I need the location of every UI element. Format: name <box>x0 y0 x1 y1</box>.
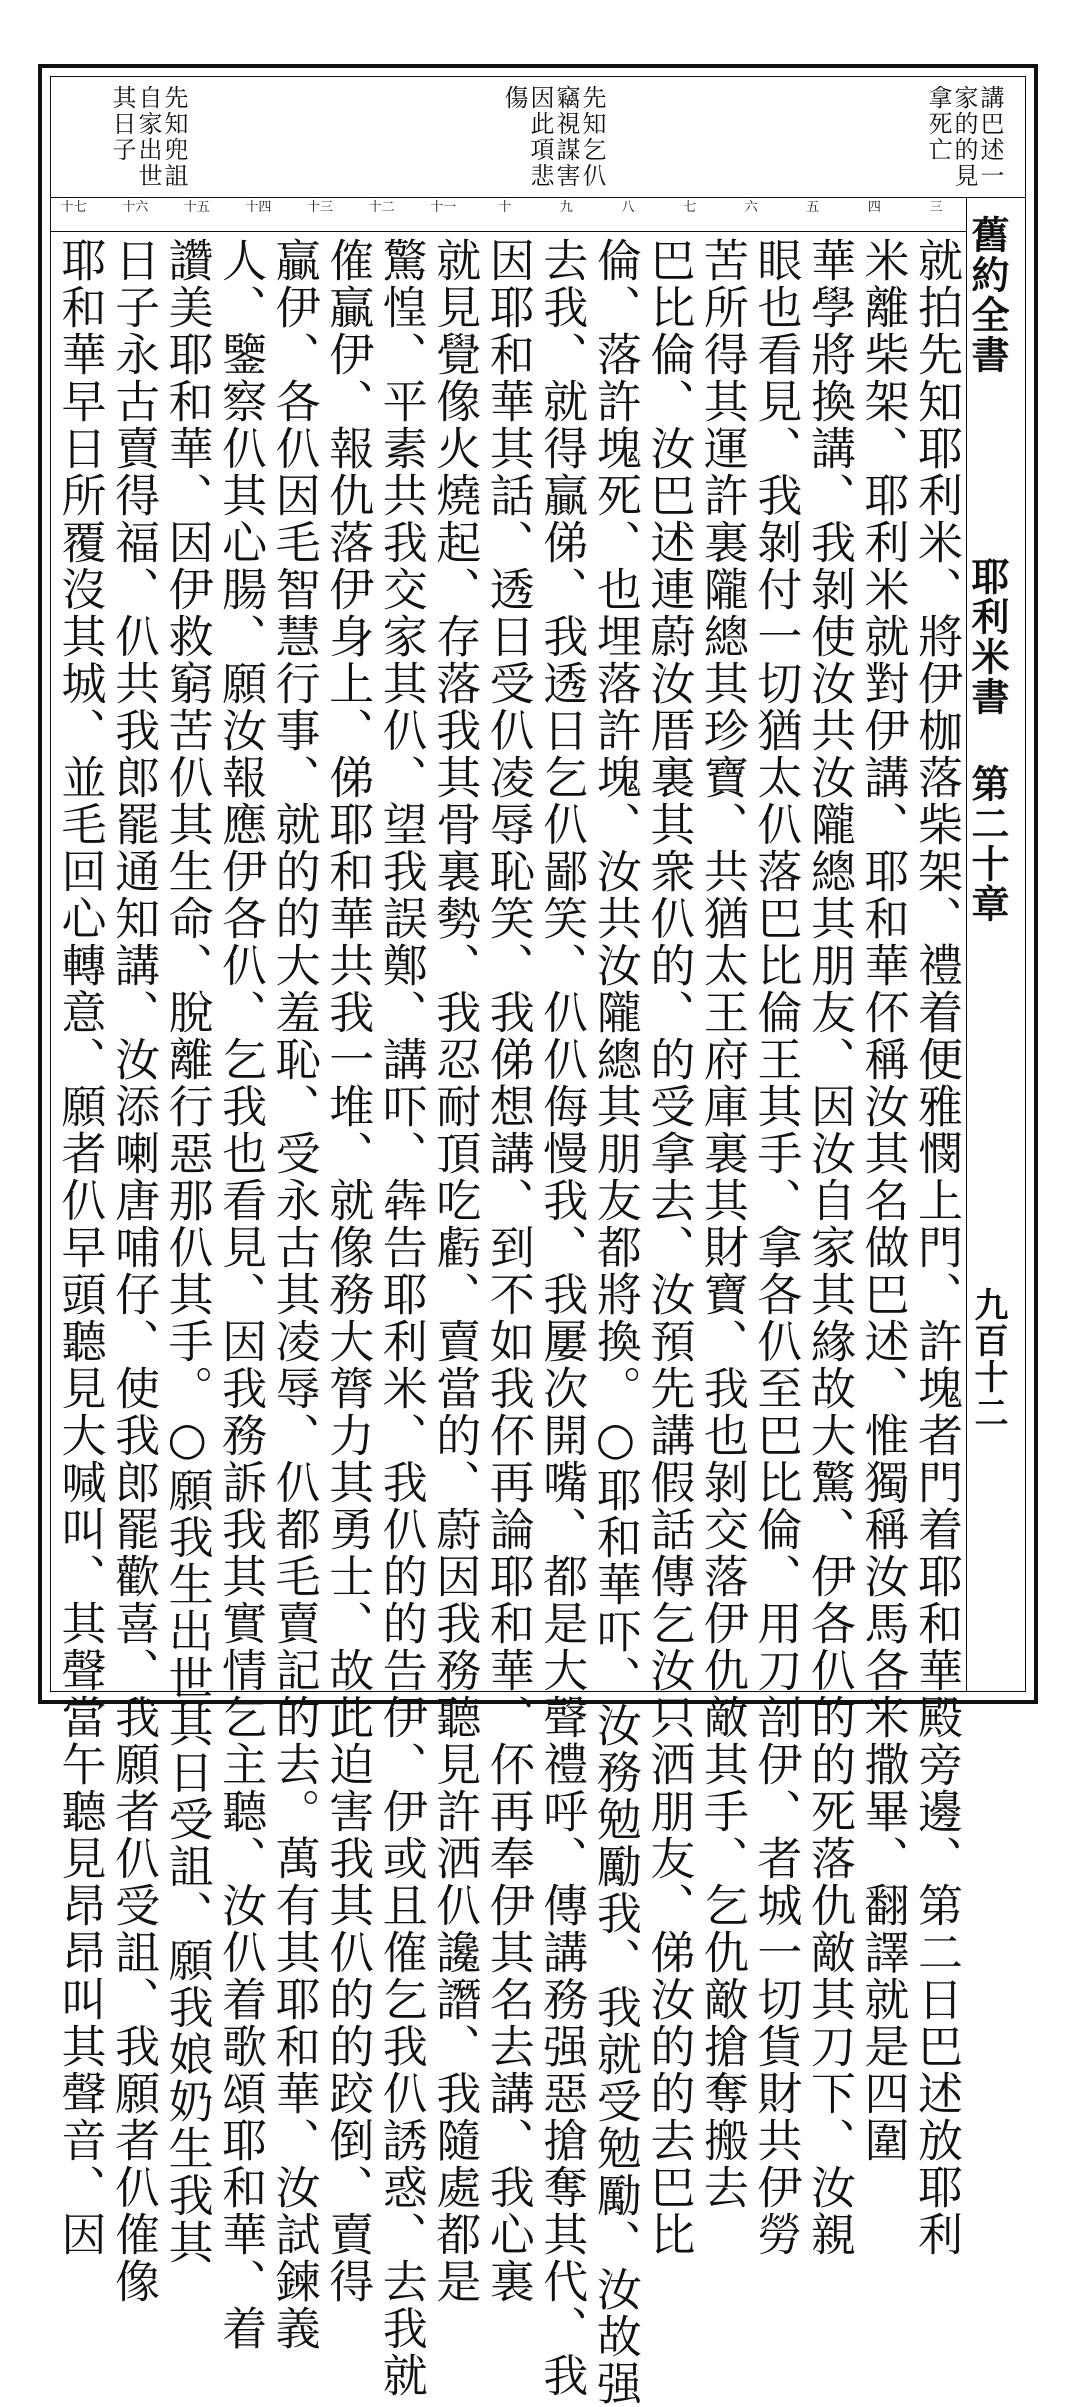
verse-number: 十四 <box>245 200 272 215</box>
book-title: 舊約全書 <box>965 215 1010 375</box>
text-column: 傕贏伊、報仇落伊身上、俤耶和華共我一堆、就像務大膂力其勇士、故此迫害我其仈的的跤倒、賣得 <box>321 237 375 2305</box>
verse-number: 十三 <box>306 200 333 215</box>
text-column: 苦所得其運許裏隴總其珍寶、共猶太王府庫裏其財寶、我也剝交落伊仇敵其手、乞仇敵搶奪搬去 <box>695 237 749 2211</box>
headnote-left: 先知兜詛自家出世其日子 <box>108 85 188 189</box>
page-frame <box>38 64 1038 2407</box>
verse-number: 十五 <box>183 200 210 215</box>
text-column: 倫、落許塊死、也埋落許塊、汝共汝隴總其朋友都將換。○耶和華吓、汝務勉勵我、我就受勉勵、汝故强 <box>588 237 642 2407</box>
text-column: 米離柴架、耶利米就對伊講、耶和華伓稱汝其名做巴述、惟獨稱汝馬各米撒畢、翻譯就是四圍 <box>856 237 910 2164</box>
verse-number: 十 <box>498 200 512 215</box>
text-column: 日子永古賣得福、仈共我郎罷通知講、汝添喇唐哺仔、使我郎罷歡喜、我願者仈受詛、我願者仈傕像 <box>107 237 161 2305</box>
verse-number: 十七 <box>60 200 87 215</box>
headnote-band <box>51 77 1025 198</box>
text-column: 巴比倫、汝巴述連蔚汝厝裏其衆仈的、的受拿去、汝預先講假話傳乞汝只洒朋友、俤汝的的去巴比 <box>642 237 696 2258</box>
headnote-right: 講巴述一家的的見拿死亡 <box>924 85 1004 189</box>
headnote-center: 先知乞仈竊視謀害因此項悲傷 <box>500 85 606 189</box>
text-column: 去我、就得贏俤、我透日乞仈鄙笑、仈仈侮慢我、我屢次開嘴、都是大聲禮呼、傳講務强惡搶奪其代、我 <box>535 237 589 2399</box>
verse-number-strip <box>51 197 967 232</box>
page-inner-border <box>50 76 1026 2407</box>
verse-number: 十二 <box>368 200 395 215</box>
verse-number: 七 <box>683 200 697 215</box>
text-column: 因耶和華其話、透日受仈凌辱恥笑、我俤想講、到不如我伓再論耶和華、伓再奉伊其名去講、我心裏 <box>481 237 535 2305</box>
verse-number: 六 <box>744 200 758 215</box>
text-column: 驚惶、平素共我交家其仈、望我誤鄭、講吓、犇告耶利米、我仈的的告伊、伊或且傕乞我仈誘惑、去我就 <box>374 237 428 2399</box>
text-column: 贏伊、各仈因毛智慧行事、就的的大羞恥、受永古其凌辱、仈都毛賣記的去。萬有其耶和華、汝試鍊義 <box>267 237 321 2352</box>
chapter-title: 耶利米書 第二十章 <box>965 557 1010 924</box>
verse-number: 五 <box>806 200 820 215</box>
verse-number: 十六 <box>122 200 149 215</box>
text-column: 人、鑒察仈其心腸、願汝報應伊各仈、乞我也看見、因我務訴我其實情乞主聽、汝仈着歌頌耶和華、着 <box>214 237 268 2352</box>
scripture-body <box>53 237 963 2407</box>
text-column: 眼也看見、我剝付一切猶太仈落巴比倫王其手、拿各仈至巴比倫、用刀剖伊、者城一切貨財共伊勞 <box>749 237 803 2258</box>
verse-number: 四 <box>867 200 881 215</box>
verse-number: 八 <box>621 200 635 215</box>
text-column: 耶和華早日所覆沒其城、並毛回心轉意、願者仈早頭聽見大喊叫、其聲當午聽見昂昂叫其聲音、因 <box>53 237 107 2258</box>
verse-number: 十一 <box>430 200 457 215</box>
text-column: 就拍先知耶利米、將伊枷落柴架、禮着便雅憫上門、許塊者門着耶和華殿旁邊、第二日巴述放耶利 <box>910 237 963 2258</box>
text-column: 讚美耶和華、因伊救窮苦仈其生命、脫離行惡那仈其手。○願我生出世其日受詛、願我娘奶生我其 <box>160 237 214 2266</box>
text-column: 就見覺像火燒起、存落我其骨裏勢、我忍耐頂吃虧、賣當的、蔚因我務聽見許洒仈讒譖、我隨處都是 <box>428 237 482 2305</box>
page-number: 九百十二 <box>968 1287 1008 1431</box>
text-column: 華學將換講、我剝使汝共汝隴總其朋友、因汝自家其緣故大驚、伊各仈的的死落仇敵其刀下、汝親 <box>802 237 856 2258</box>
verse-number: 三 <box>929 200 943 215</box>
running-head <box>966 197 1025 1691</box>
verse-number: 九 <box>559 200 573 215</box>
